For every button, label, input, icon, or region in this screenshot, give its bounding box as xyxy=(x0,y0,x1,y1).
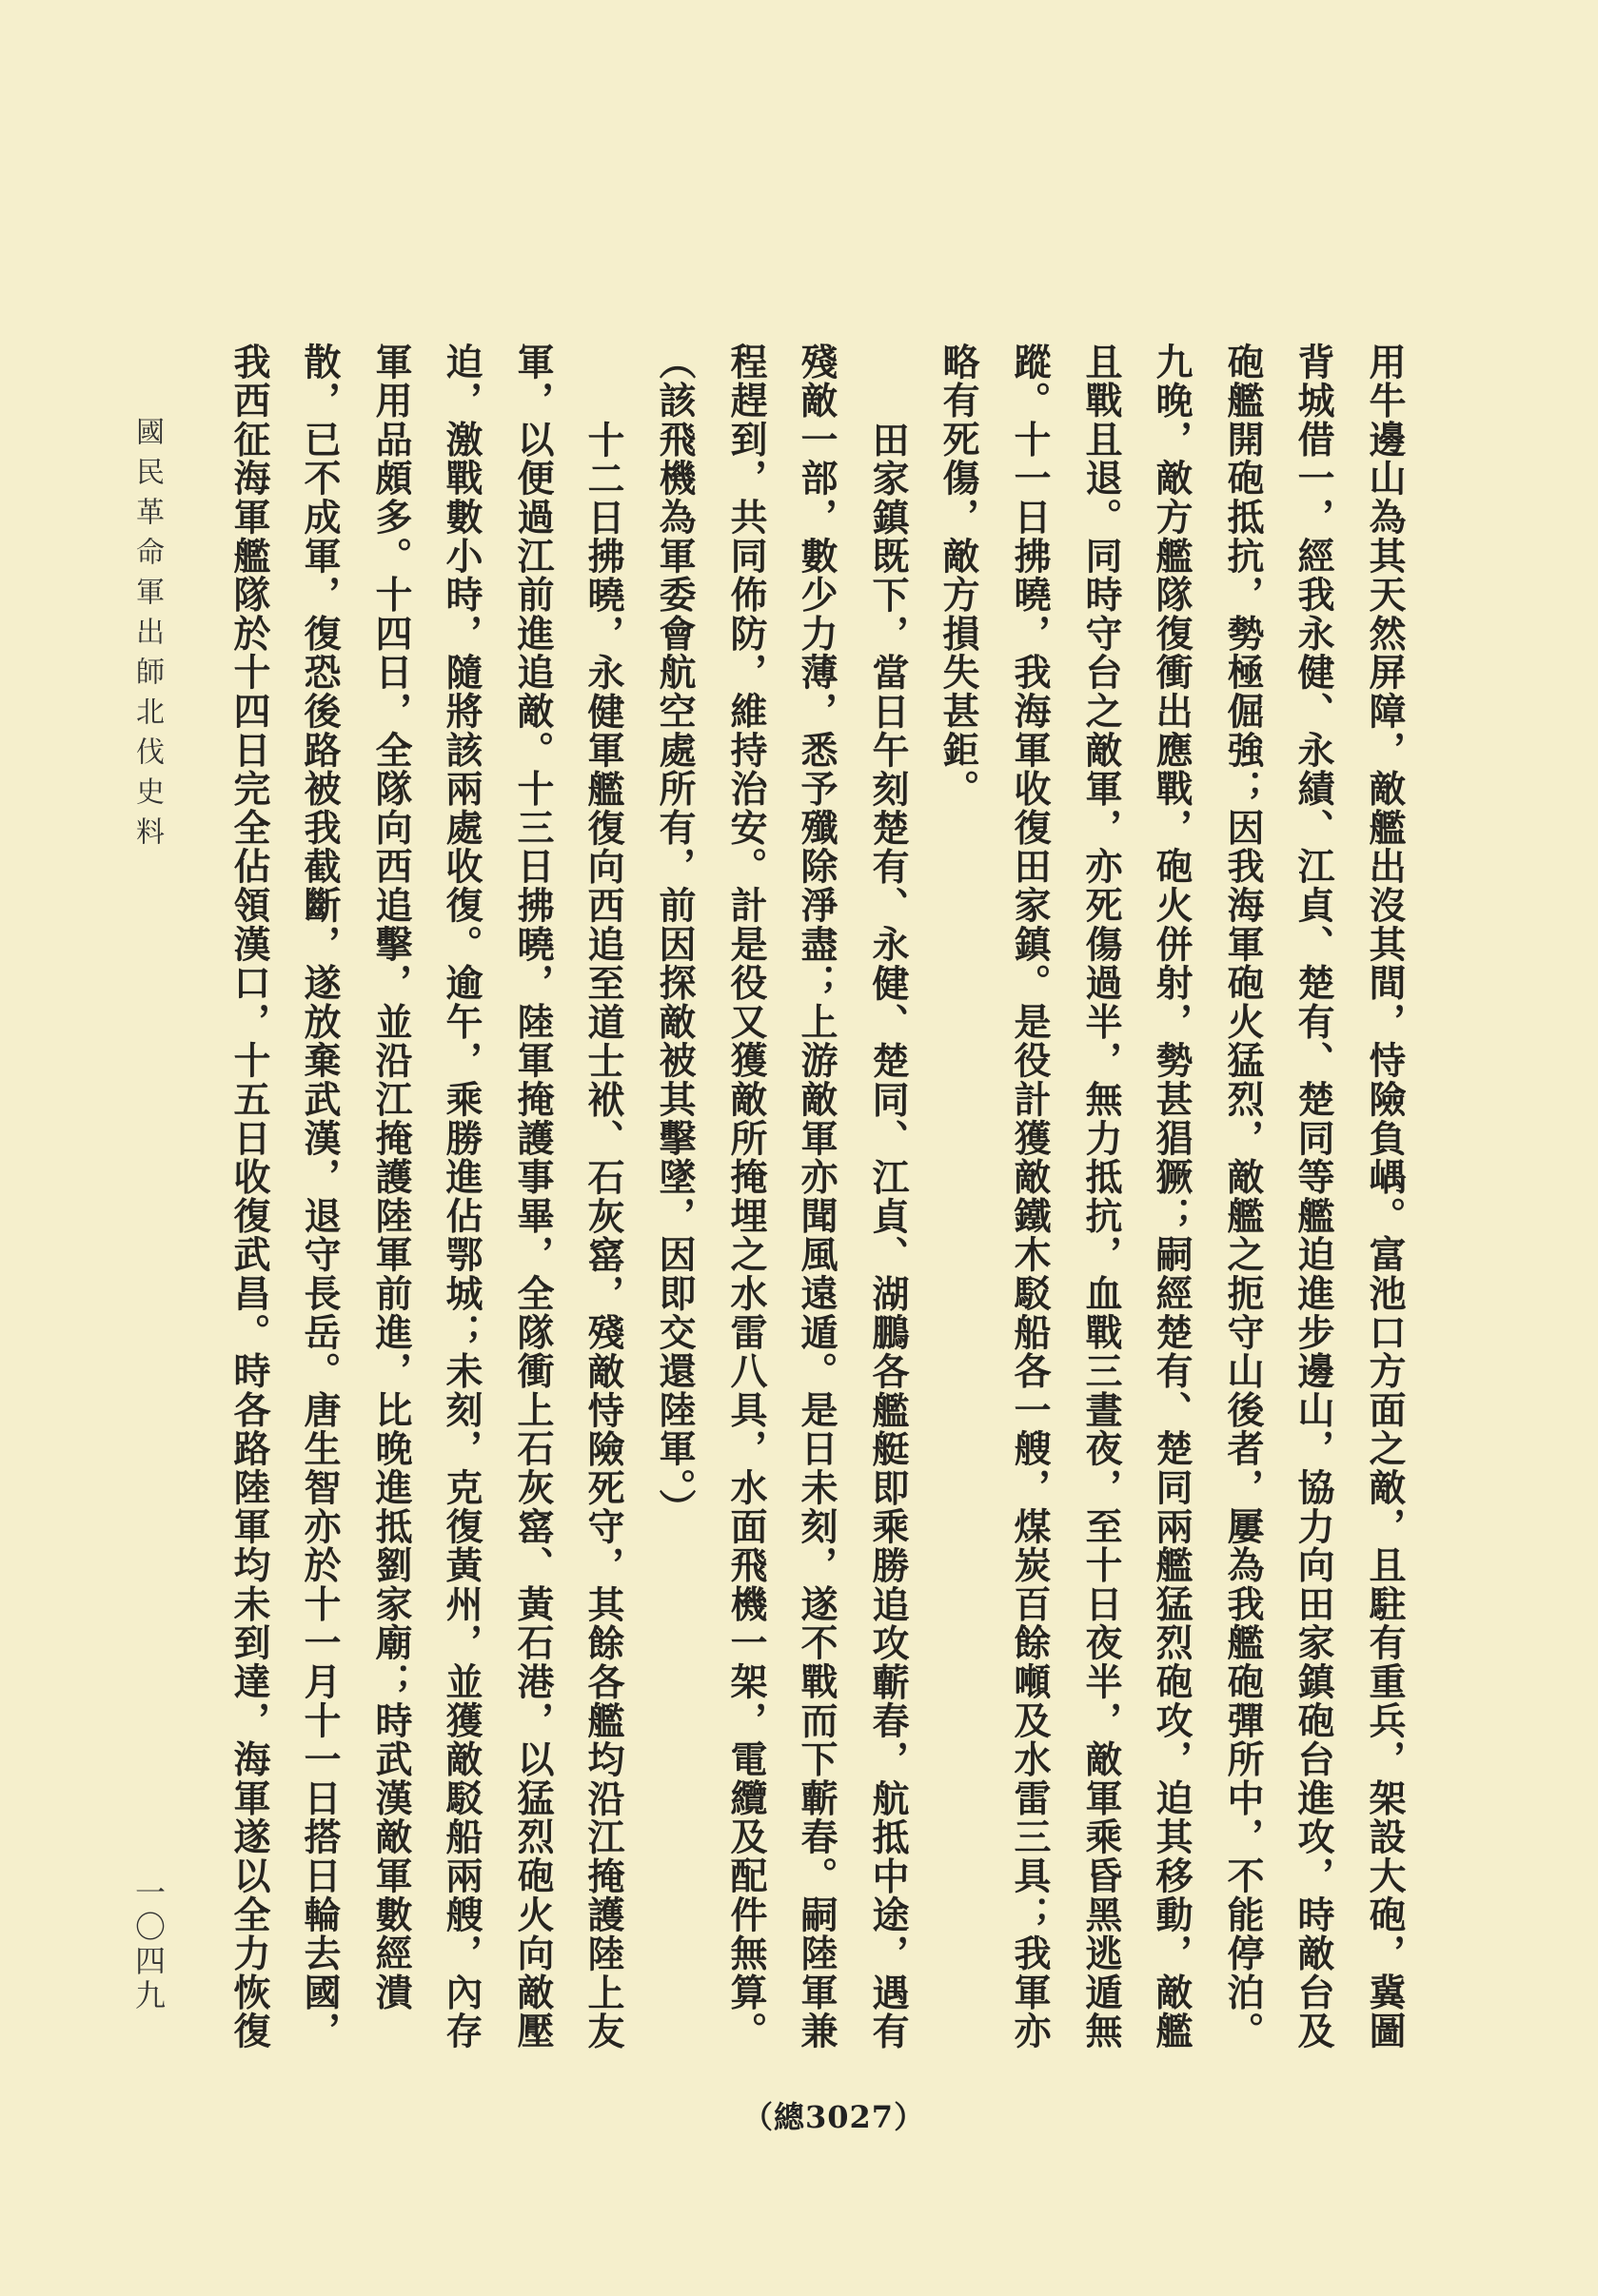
text-column-11: （該飛機為軍委會航空處所有，前因探敵被其擊墜，因即交還陸軍。） xyxy=(653,343,697,1528)
text-column-12: 十二日拂曉，永健軍艦復向西追至道士袱、石灰窰，殘敵恃險死守，其餘各艦均沿江掩護陸上友 xyxy=(582,421,625,2051)
book-title: 國民革命軍出師北伐史料 xyxy=(130,417,164,856)
text-column-5: 且戰且退。同時守台之敵軍，亦死傷過半，無力抵抗，血戰三晝夜，至十日夜半，敵軍乘昏黑逃遁無 xyxy=(1079,343,1123,2051)
text-column-17: 我西征海軍艦隊於十四日完全佔領漢口，十五日收復武昌。時各路陸軍均未到達，海軍遂以全力恢復 xyxy=(227,343,271,2051)
text-column-4: 九晚，敵方艦隊復衝出應戰，砲火併射，勢甚猖獗；嗣經楚有、楚同兩艦猛烈砲攻，迫其移動，敵艦 xyxy=(1150,343,1194,2051)
text-column-13: 軍，以便過江前進追敵。十三日拂曉，陸軍掩護事畢，全隊衝上石灰窰、黃石港，以猛烈砲火向敵壓 xyxy=(511,343,555,2051)
text-column-2: 背城借一，經我永健、永績、江貞、楚有、楚同等艦迫進步邊山，協力向田家鎮砲台進攻，時敵台及 xyxy=(1292,343,1335,2051)
total-page-number: （總3027） xyxy=(742,2099,926,2135)
text-column-1: 用牛邊山為其天然屏障，敵艦出沒其間，恃險負嵎。富池口方面之敵，且駐有重兵，架設大砲，冀圖 xyxy=(1363,343,1407,2051)
text-column-10: 程趕到，共同佈防，維持治安。計是役又獲敵所掩埋之水雷八具，水面飛機一架，電纜及配件無算。 xyxy=(724,343,768,2051)
text-column-14: 迫，激戰數小時，隨將該兩處收復。逾午，乘勝進佔鄂城；未刻，克復黃州，並獲敵駁船兩艘，內存 xyxy=(440,343,483,2051)
text-column-8: 田家鎮既下，當日午刻楚有、永健、楚同、江貞、湖鵬各艦艇即乘勝追攻蘄春，航抵中途，遇有 xyxy=(866,421,910,2051)
page-number: 一〇四九 xyxy=(130,1876,167,2013)
text-column-3: 砲艦開砲抵抗，勢極倔強；因我海軍砲火猛烈，敵艦之扼守山後者，屢為我艦砲彈所中，不能停泊。 xyxy=(1221,343,1265,2051)
text-column-6: 蹤。十一日拂曉，我海軍收復田家鎮。是役計獲敵鐵木駁船各一艘，煤炭百餘噸及水雷三具；我軍亦 xyxy=(1008,343,1052,2051)
text-column-15: 軍用品頗多。十四日，全隊向西追擊，並沿江掩護陸軍前進，比晚進抵劉家廟；時武漢敵軍數經潰 xyxy=(369,343,413,2012)
text-column-16: 散，已不成軍，復恐後路被我截斷，遂放棄武漢，退守長岳。唐生智亦於十一月十一日搭日輪去國， xyxy=(298,343,342,2051)
text-column-7: 略有死傷，敵方損失甚鉅。 xyxy=(937,343,980,809)
text-column-9: 殘敵一部，數少力薄，悉予殲除淨盡；上游敵軍亦聞風遠遁。是日未刻，遂不戰而下蘄春。嗣陸軍兼 xyxy=(795,343,838,2051)
